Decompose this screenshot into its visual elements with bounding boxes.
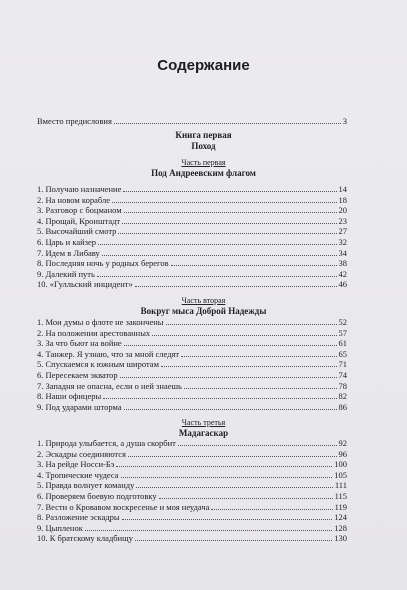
page-title: Содержание <box>157 57 250 74</box>
toc-entry-label: 2. На новом корабле <box>37 194 110 205</box>
toc-leader <box>128 456 337 457</box>
toc-entry-page: 46 <box>338 279 347 290</box>
toc-entry <box>37 349 347 359</box>
toc-entry-label: 6. Пересекаем экватор <box>37 370 118 380</box>
toc-entry-label: 1. Получаю назначение <box>37 184 122 194</box>
toc-leader <box>171 265 337 266</box>
toc-entry-page: 128 <box>334 522 347 533</box>
toc-entry-page: 57 <box>338 327 347 338</box>
toc-leader <box>135 540 332 541</box>
toc-leader <box>152 335 336 336</box>
toc-entry-page: 3 <box>342 116 347 126</box>
toc-entry <box>37 470 347 480</box>
toc-entry <box>37 258 347 268</box>
toc-entry-page: 71 <box>338 359 347 370</box>
toc-leader <box>124 345 337 346</box>
toc-leader <box>114 123 341 124</box>
toc-entry <box>37 226 347 236</box>
toc-leader <box>98 244 336 245</box>
toc-entry <box>37 402 347 412</box>
toc-leader <box>136 487 333 488</box>
toc-entry-page: 100 <box>334 459 347 470</box>
toc-leader <box>211 509 332 510</box>
toc-entry-label: 5. Правда волнует команду <box>37 480 135 491</box>
toc-entry-label: 6. Царь и кайзер <box>37 237 97 247</box>
toc-entry <box>37 512 347 522</box>
toc-entry-label: 5. Спускаемся к южным широтам <box>37 359 159 370</box>
toc-entry-page: 20 <box>338 205 347 216</box>
toc-entry-page: 92 <box>338 438 347 448</box>
toc-entry-page: 14 <box>338 184 347 194</box>
toc-entry-page: 111 <box>334 480 347 491</box>
toc-entry-page: 86 <box>338 401 347 412</box>
toc-entry-preface <box>37 116 347 126</box>
toc-entry <box>37 459 347 469</box>
toc-entry-label: 10. К братскому кладбищу <box>37 533 133 544</box>
toc-entry <box>37 195 347 205</box>
toc-entry-page: 119 <box>334 501 347 512</box>
toc-leader <box>124 212 337 213</box>
toc-entry-label: 8. Разложение эскадры <box>37 512 120 523</box>
toc-entry <box>37 338 347 348</box>
toc-entry-label: 2. Эскадры соединяются <box>37 448 126 459</box>
part-title: Мадагаскар <box>178 428 229 438</box>
toc-leader <box>118 233 336 234</box>
toc-entry-page: 32 <box>338 237 347 247</box>
toc-leader <box>120 377 337 378</box>
toc-entry <box>37 237 347 247</box>
toc-entry-label: 2. На положении арестованных <box>37 327 151 338</box>
toc-entry-label: 7. Западня не опасна, если о ней знаешь <box>37 380 182 391</box>
toc-entry-page: 61 <box>338 338 347 349</box>
toc-leader <box>112 202 337 203</box>
part-title: Вокруг мыса Доброй Надежды <box>140 306 267 316</box>
toc-entry <box>37 391 347 401</box>
part-title: Под Андреевским флагом <box>151 168 256 178</box>
toc-entry <box>37 205 347 215</box>
toc-entry-page: 34 <box>338 247 347 258</box>
book-title: Поход <box>191 141 216 151</box>
toc-entry-label: 1. Природа улыбается, а душа скорбит <box>37 438 176 448</box>
part-label: Часть третья <box>181 418 226 427</box>
toc-leader <box>103 398 336 399</box>
toc-entry-page: 74 <box>338 370 347 380</box>
toc-entry-page: 130 <box>334 533 347 544</box>
toc-leader <box>135 286 337 287</box>
toc-leader <box>97 276 337 277</box>
toc-leader <box>85 530 332 531</box>
toc-entry-label: 8. Последняя ночь у родных берегов <box>37 258 169 269</box>
toc-entry-page: 78 <box>338 380 347 391</box>
toc-entry-page: 27 <box>338 226 347 237</box>
toc-entry <box>37 502 347 512</box>
toc-leader <box>181 356 336 357</box>
toc-entry <box>37 216 347 226</box>
toc-leader <box>122 519 333 520</box>
toc-entry <box>37 449 347 459</box>
toc-entry-page: 96 <box>338 448 347 459</box>
toc-entry <box>37 480 347 490</box>
toc-entry <box>37 491 347 501</box>
book-label: Книга первая <box>175 130 232 140</box>
toc-leader <box>184 388 337 389</box>
toc-entry <box>37 269 347 279</box>
toc-entry-page: 42 <box>338 268 347 279</box>
toc-entry <box>37 248 347 258</box>
toc-entry <box>37 328 347 338</box>
part-label: Часть первая <box>181 158 226 167</box>
toc-entry-label: 7. Вести о Кровавом воскресенье и моя неудача <box>37 501 210 512</box>
toc-entry-label: 9. Цыпленок <box>37 522 83 533</box>
toc-entry-label: Вместо предисловия <box>37 116 112 126</box>
toc-entry-page: 82 <box>338 391 347 402</box>
toc-entry <box>37 359 347 369</box>
toc-entry-label: 8. Наши офицеры <box>37 391 102 402</box>
toc-entry-label: 9. Далекий путь <box>37 268 95 279</box>
toc-entry-label: 3. Разговор с боцманом <box>37 205 122 216</box>
toc-entry-label: 7. Идем в Либаву <box>37 247 100 258</box>
toc-entry-label: 4. Прощай, Кронштадт <box>37 215 121 226</box>
toc-entry <box>37 279 347 289</box>
part-label: Часть вторая <box>181 296 226 305</box>
toc-entry <box>37 523 347 533</box>
toc-entry <box>37 533 347 543</box>
toc-entry-label: 5. Высочайший смотр <box>37 226 117 237</box>
toc-entry-page: 105 <box>334 469 347 480</box>
toc-leader <box>122 223 336 224</box>
toc-entry-label: 3. На рейде Носси-Бэ <box>37 459 115 470</box>
toc-entry <box>37 184 347 194</box>
toc-leader <box>102 255 337 256</box>
toc-entry-page: 18 <box>338 194 347 205</box>
toc-leader <box>161 366 337 367</box>
toc-entry <box>37 381 347 391</box>
toc-entry-label: 1. Мои думы о флоте не закончены <box>37 317 164 327</box>
toc-entry <box>37 438 347 448</box>
toc-entry-page: 52 <box>338 317 347 327</box>
toc-leader <box>159 498 333 499</box>
toc-leader <box>178 445 337 446</box>
toc-entry-label: 6. Проверяем боевую подготовку <box>37 491 157 501</box>
toc-leader <box>116 466 332 467</box>
toc-entry-page: 38 <box>338 258 347 269</box>
toc-entry-label: 4. Танжер. Я узнаю, что за мной следят <box>37 348 180 359</box>
toc-entry-label: 3. За что бьют на войне <box>37 338 122 349</box>
toc-entry-label: 9. Под ударами шторма <box>37 401 122 412</box>
toc-entry-page: 115 <box>334 491 347 501</box>
toc-entry-label: 4. Тропические чудеса <box>37 469 119 480</box>
toc-entry <box>37 317 347 327</box>
toc-entry-page: 124 <box>334 512 347 523</box>
toc-entry-label: 10. «Гулльский инцидент» <box>37 279 133 290</box>
toc-leader <box>124 409 337 410</box>
toc-leader <box>123 191 336 192</box>
toc-leader <box>121 477 333 478</box>
toc-entry-page: 65 <box>338 348 347 359</box>
toc-entry <box>37 370 347 380</box>
toc-leader <box>166 324 337 325</box>
toc-entry-page: 23 <box>338 215 347 226</box>
